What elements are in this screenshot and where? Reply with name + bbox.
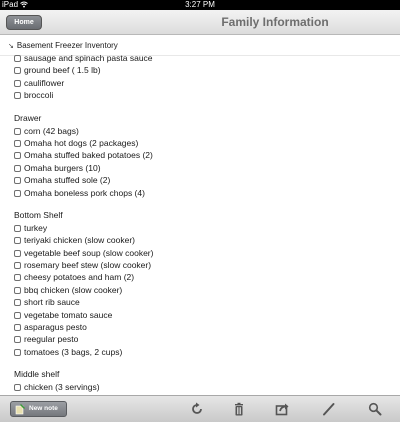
checklist-item-label: rosemary beef stew (slow cooker) bbox=[24, 260, 152, 271]
checkbox[interactable] bbox=[14, 165, 21, 172]
checklist-item-label: vegetable beef soup (slow cooker) bbox=[24, 247, 154, 258]
checklist-item-label: Omaha boneless pork chops (4) bbox=[24, 187, 145, 198]
checkbox[interactable] bbox=[14, 312, 21, 319]
new-note-icon bbox=[15, 404, 25, 414]
checklist-item-label: turkey bbox=[24, 222, 48, 233]
checkbox[interactable] bbox=[14, 92, 21, 99]
bottom-toolbar bbox=[0, 395, 400, 422]
checklist-item bbox=[14, 52, 394, 64]
checkbox[interactable] bbox=[14, 287, 21, 294]
status-bar bbox=[0, 0, 400, 10]
checkbox[interactable] bbox=[14, 250, 21, 257]
checklist-item bbox=[14, 137, 394, 149]
checklist-item-label: broccoli bbox=[24, 90, 54, 101]
checklist-item-label: Omaha stuffed sole (2) bbox=[24, 175, 111, 186]
checklist-item-label: Omaha burgers (10) bbox=[24, 162, 101, 173]
checklist-item bbox=[14, 234, 394, 246]
checkbox[interactable] bbox=[14, 349, 21, 356]
status-time: 3:27 PM bbox=[185, 0, 215, 9]
checkbox[interactable] bbox=[14, 80, 21, 87]
edit-icon[interactable] bbox=[322, 402, 336, 416]
checklist-item bbox=[14, 222, 394, 234]
status-device: iPad bbox=[2, 0, 28, 10]
trash-icon[interactable] bbox=[232, 402, 246, 416]
section-heading: Bottom Shelf bbox=[14, 209, 63, 220]
checklist-item bbox=[14, 381, 394, 393]
checklist-item bbox=[14, 64, 394, 76]
checklist-item bbox=[14, 162, 394, 174]
checklist-item bbox=[14, 346, 394, 358]
checklist-item-label: chicken (3 servings) bbox=[24, 382, 100, 393]
checkbox[interactable] bbox=[14, 299, 21, 306]
checklist-item-label: vegetabe tomato sauce bbox=[24, 309, 113, 320]
checklist-item-label: cauliflower bbox=[24, 77, 65, 88]
checklist-item bbox=[14, 247, 394, 259]
checklist-item-label: ground beef ( 1.5 lb) bbox=[24, 65, 101, 76]
checklist-item-label: Omaha hot dogs (2 packages) bbox=[24, 137, 139, 148]
checkbox[interactable] bbox=[14, 384, 21, 391]
checkbox[interactable] bbox=[14, 336, 21, 343]
checklist-item bbox=[14, 174, 394, 186]
share-icon[interactable] bbox=[275, 402, 289, 416]
search-icon[interactable] bbox=[368, 402, 382, 416]
checkbox[interactable] bbox=[14, 324, 21, 331]
checklist-item bbox=[14, 284, 394, 296]
checklist-item-label: cheesy potatoes and ham (2) bbox=[24, 272, 135, 283]
shortcut-icon[interactable]: ↘ bbox=[8, 43, 14, 50]
checklist-item bbox=[14, 149, 394, 161]
checklist-item-label: bbq chicken (slow cooker) bbox=[24, 284, 123, 295]
checkbox[interactable] bbox=[14, 67, 21, 74]
checkbox[interactable] bbox=[14, 262, 21, 269]
checklist-item bbox=[14, 89, 394, 101]
note-content[interactable] bbox=[0, 53, 400, 395]
sync-icon[interactable] bbox=[190, 402, 204, 416]
checkbox[interactable] bbox=[14, 190, 21, 197]
new-note-label: New note bbox=[29, 405, 58, 412]
checklist-item bbox=[14, 271, 394, 283]
checklist-item bbox=[14, 296, 394, 308]
checklist-item bbox=[14, 333, 394, 345]
checkbox[interactable] bbox=[14, 274, 21, 281]
checkbox[interactable] bbox=[14, 152, 21, 159]
checklist-item-label: asparagus pesto bbox=[24, 322, 87, 333]
checklist-item bbox=[14, 309, 394, 321]
section-heading: Middle shelf bbox=[14, 369, 60, 380]
checklist-item bbox=[14, 321, 394, 333]
checklist bbox=[14, 52, 394, 406]
new-note-button[interactable] bbox=[10, 401, 67, 417]
checkbox[interactable] bbox=[14, 128, 21, 135]
checkbox[interactable] bbox=[14, 237, 21, 244]
checklist-item-label: sausage and spinach pasta sauce bbox=[24, 53, 153, 63]
checkbox[interactable] bbox=[14, 177, 21, 184]
checklist-item bbox=[14, 77, 394, 89]
section-heading: Drawer bbox=[14, 112, 42, 123]
checklist-item bbox=[14, 187, 394, 199]
checklist-item-label: short rib sauce bbox=[24, 297, 80, 308]
checklist-item-label: teriyaki chicken (slow cooker) bbox=[24, 235, 136, 246]
checkbox[interactable] bbox=[14, 225, 21, 232]
checklist-item-label: Omaha stuffed baked potatoes (2) bbox=[24, 150, 153, 161]
checklist-item-label: tomatoes (3 bags, 2 cups) bbox=[24, 346, 123, 357]
checkbox[interactable] bbox=[14, 55, 21, 62]
page-title: Family Information bbox=[221, 15, 329, 29]
checklist-item-label: corn (42 bags) bbox=[24, 125, 79, 136]
checklist-item-label: reegular pesto bbox=[24, 334, 79, 345]
home-button[interactable]: Home bbox=[6, 15, 42, 30]
nav-bar bbox=[0, 10, 400, 35]
note-title: Basement Freezer Inventory bbox=[16, 41, 118, 50]
checklist-item bbox=[14, 259, 394, 271]
checklist-item bbox=[14, 125, 394, 137]
checkbox[interactable] bbox=[14, 140, 21, 147]
